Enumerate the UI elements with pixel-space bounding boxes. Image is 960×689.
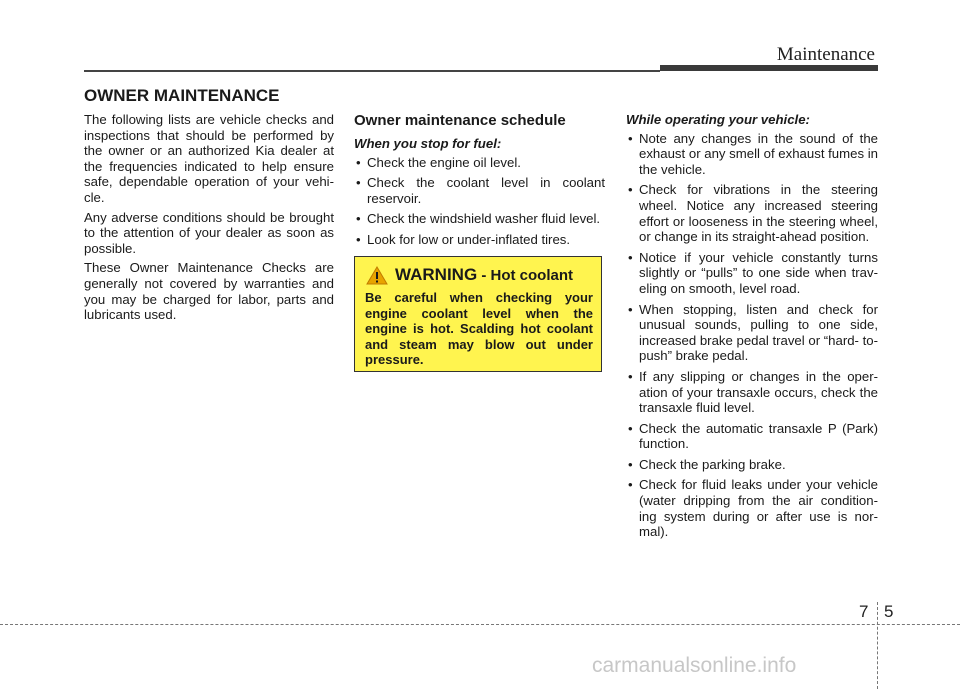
header-bar [660,65,878,71]
schedule-column [354,112,605,253]
list-item: • Check the automatic transaxle P (Park) function. [626,421,878,452]
list-item: • Look for low or under-inflated tires. [354,232,605,248]
header-title: Maintenance [776,44,875,65]
list-item: • Check the windshield washer fluid level. [354,211,605,227]
intro-paragraph: These Owner Maintenance Checks are generally not covered by warranties and you may be charged for labor, parts and lubricants used. [84,260,334,323]
operating-list [626,131,878,540]
intro-column [84,112,334,327]
operating-column [626,112,878,545]
list-item: • Check the parking brake. [626,457,878,473]
list-item: • Check for vibrations in the steering wheel. Notice any increased steering effort or looseness in the steering wheel, or change in its straight-ahead position. [626,182,878,244]
page-number: 5 [884,602,894,621]
list-item: • When stopping, listen and check for unusual sounds, pulling to one side, increased brake pedal travel or “hard- to-push” brake pedal. [626,302,878,364]
watermark: carmanualsonline.info [592,654,797,677]
list-item: • Check the coolant level in coolant reservoir. [354,175,605,206]
footer-rule [0,624,960,625]
list-item: • Check for fluid leaks under your vehicle (water dripping from the air condition- ing system during or after use is nor- mal). [626,477,878,539]
warning-label: WARNING [395,265,478,284]
warning-subject: - Hot coolant [481,267,573,284]
chapter-number: 7 [859,602,869,621]
intro-paragraph: Any adverse conditions should be brought to the attention of your dealer as soon as possible. [84,209,334,256]
intro-paragraph: The following lists are vehicle checks and inspections that should be performed by the owner or an authorized Kia dealer at the frequencies indicated to help ensure safe, dependable operation of your vehi- cle. [84,112,334,205]
section-heading: OWNER MAINTENANCE [84,86,280,105]
list-item: • Check the engine oil level. [354,155,605,171]
schedule-heading: Owner maintenance schedule [354,112,566,129]
warning-triangle-icon [366,266,388,285]
warning-box [354,256,602,372]
warning-title [395,265,573,285]
warning-text: Be careful when checking your engine coolant level when the engine is hot. Scalding hot coolant and steam may blow out under pressure. [365,290,593,368]
header-rule [84,70,660,72]
operating-heading: While operating your vehicle: [626,112,810,127]
footer-divider [877,602,878,689]
fuel-stop-list [354,155,605,248]
list-item: • If any slipping or changes in the oper- ation of your transaxle occurs, check the transaxle fluid level. [626,369,878,416]
fuel-stop-heading: When you stop for fuel: [354,136,502,151]
list-item: • Note any changes in the sound of the exhaust or any smell of exhaust fumes in the vehicle. [626,131,878,178]
list-item: • Notice if your vehicle constantly turns slightly or “pulls” to one side when trav- eling on smooth, level road. [626,250,878,297]
